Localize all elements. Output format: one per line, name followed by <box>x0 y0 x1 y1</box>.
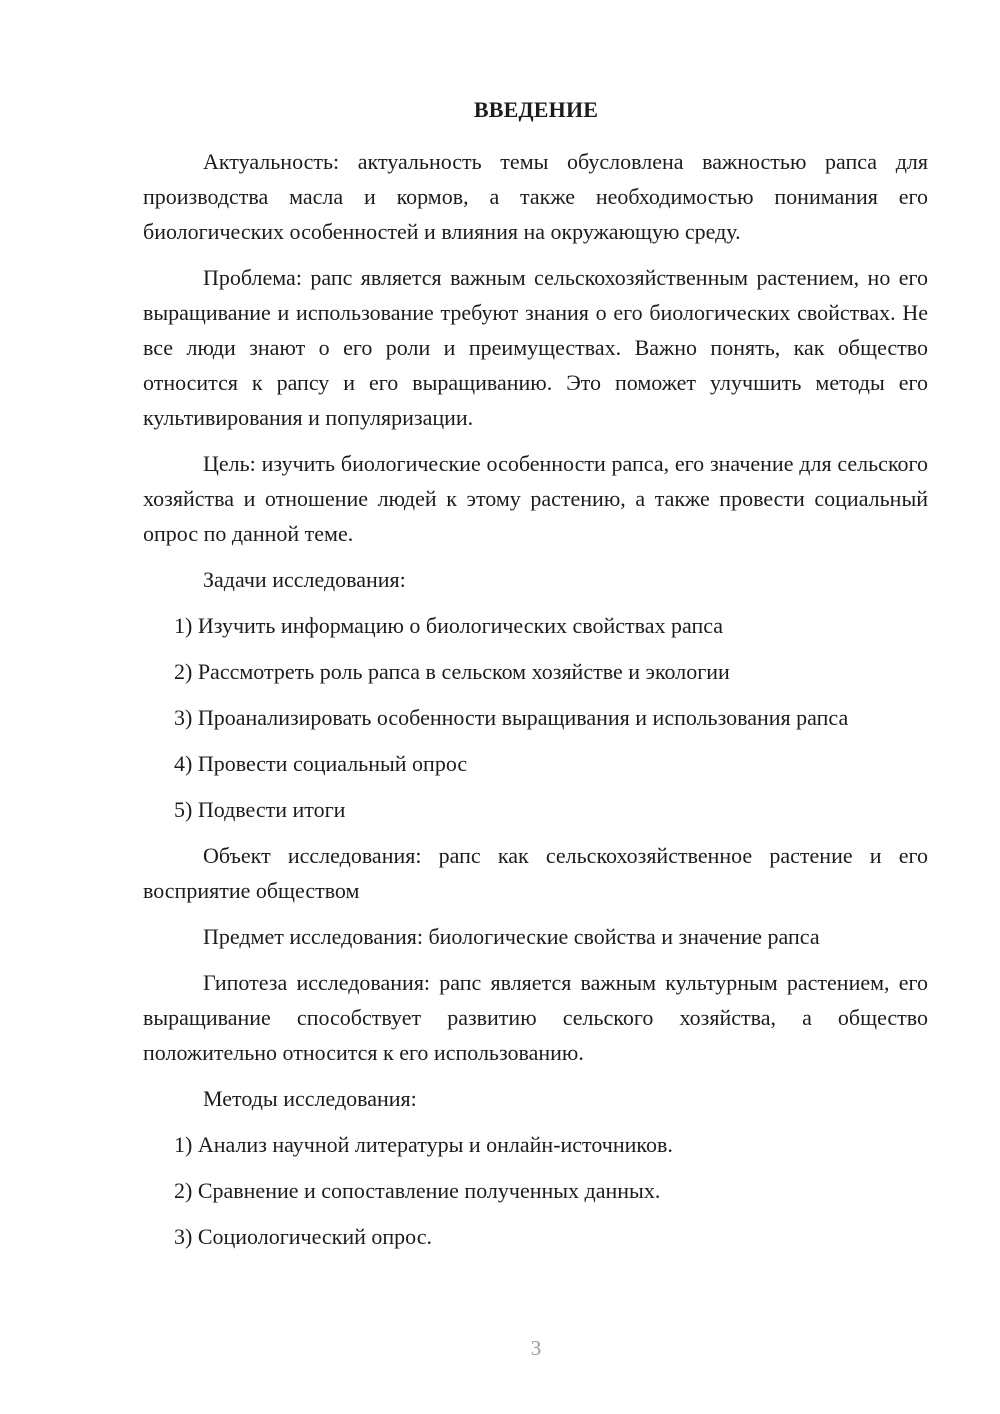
tasks-heading: Задачи исследования: <box>203 567 406 592</box>
method-item-1: 1) Анализ научной литературы и онлайн-источников. <box>174 1132 673 1157</box>
task-item-3: 3) Проанализировать особенности выращивания и использования рапса <box>174 705 849 730</box>
paragraph-object: Объект исследования: рапс как сельскохозяйственное растение и его восприятие обществом <box>143 843 928 903</box>
paragraph-subject: Предмет исследования: биологические свойства и значение рапса <box>203 924 820 949</box>
task-item-1: 1) Изучить информацию о биологических свойствах рапса <box>174 613 724 638</box>
method-item-2: 2) Сравнение и сопоставление полученных данных. <box>174 1178 661 1203</box>
paragraph-relevance: Актуальность: актуальность темы обусловлена важностью рапса для производства масла и кормов, а также необходимостью понимания его биологических особенностей и влияния на окружающую среду. <box>143 149 928 244</box>
paragraph-problem: Проблема: рапс является важным сельскохозяйственным растением, но его выращивание и использование требуют знания о его биологических свойствах. Не все люди знают о его роли и преимуществах. Важно понять, как общество относится к рапсу и его выращиванию. Это поможет улучшить методы его культивирования и популяризации. <box>143 265 928 430</box>
task-item-4: 4) Провести социальный опрос <box>174 751 468 776</box>
task-item-2: 2) Рассмотреть роль рапса в сельском хозяйстве и экологии <box>174 659 730 684</box>
task-item-5: 5) Подвести итоги <box>174 797 346 822</box>
page-title: ВВЕДЕНИЕ <box>473 97 599 122</box>
methods-heading: Методы исследования: <box>203 1086 417 1111</box>
paragraph-goal: Цель: изучить биологические особенности рапса, его значение для сельского хозяйства и отношение людей к этому растению, а также провести социальный опрос по данной теме. <box>143 451 928 546</box>
document-body <box>143 144 928 1254</box>
paragraph-hypothesis: Гипотеза исследования: рапс является важным культурным растением, его выращивание способствует развитию сельского хозяйства, а общество положительно относится к его использованию. <box>143 970 928 1065</box>
method-item-3: 3) Социологический опрос. <box>174 1224 432 1249</box>
page-number: 3 <box>530 1336 542 1360</box>
